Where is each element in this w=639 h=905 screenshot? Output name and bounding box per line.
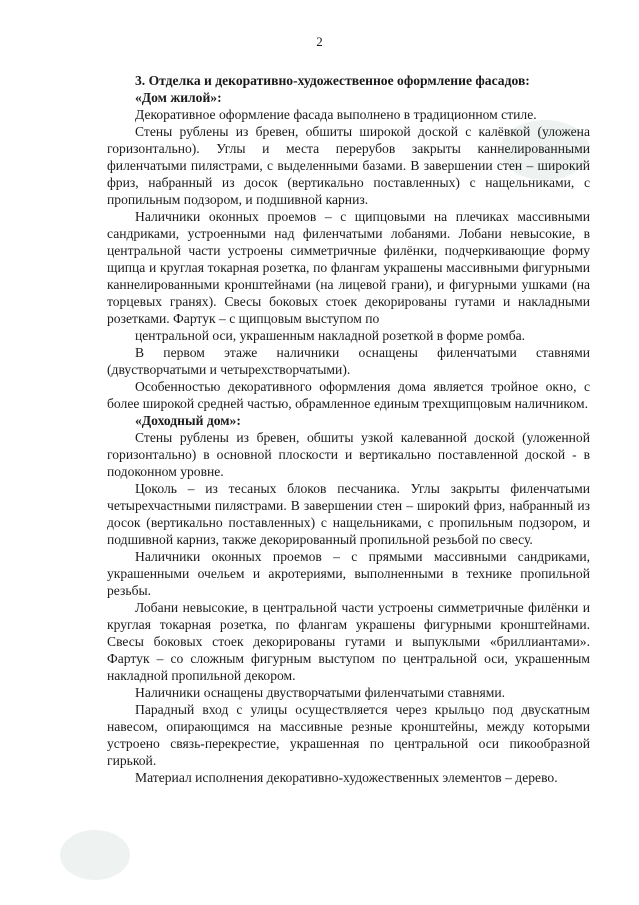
paragraph: центральной оси, украшенным накладной розеткой в форме ромба. (135, 328, 526, 343)
paragraph: Наличники оснащены двустворчатыми филенчатыми ставнями. (135, 685, 506, 700)
paragraph: Декоративное оформление фасада выполнено в традиционном стиле. (135, 107, 537, 122)
section-heading: 3. Отделка и декоративно-художественное оформление фасадов: (135, 73, 530, 88)
subheading-residential: «Дом жилой»: (135, 90, 222, 105)
paragraph: Цоколь – из тесаных блоков песчаника. Углы закрыты филенчатыми четырехчастными пилястрами. В завершении стен – широкий фриз, набранный из досок (вертикально поставленных) с нащельниками, с пропильным подзором, и подшивной карниз, также декорированный пропильной резьбой по свесу. (107, 481, 590, 547)
paragraph: Материал исполнения декоративно-художественных элементов – дерево. (135, 770, 558, 785)
paragraph: Наличники оконных проемов – с прямыми массивными сандриками, украшенными очельем и акротериями, выполненными в технике пропильной резьбы. (107, 549, 590, 598)
paragraph: Особенностью декоративного оформления дома является тройное окно, с более широкой средней частью, обрамленное единым трехщипцовым наличником. (107, 379, 590, 411)
page-number: 2 (316, 34, 323, 49)
paragraph: Наличники оконных проемов – с щипцовыми на плечиках массивными сандриками, устроенными над филенчатыми лобанями. Лобани невысокие, в центральной части устроены симметричные филёнки, подчеркивающие форму щипца и круглая токарная розетка, по флангам украшены массивными фигурными каннелированными кронштейнами (на лицевой грани), и фигурными ушками (на торцевых гранях). Свесы боковых стоек декорированы гутами и накладными розетками. Фартук – с щипцовым выступом по (107, 209, 590, 326)
paper-stain (60, 830, 130, 880)
paragraph: Лобани невысокие, в центральной части устроены симметричные филёнки и круглая токарная розетка, по флангам украшены фигурными кронштейнами. Свесы боковых стоек декорированы гутами и выпуклыми «бриллиантами». Фартук – со сложным фигурным выступом по центральной оси, украшенным накладной пропильной декором. (107, 600, 590, 683)
paragraph: Стены рублены из бревен, обшиты широкой доской с калёвкой (уложена горизонтально). Углы и места перерубов закрыты каннелированными филенчатыми пилястрами, с выделенными базами. В завершении стен – широкий фриз, набранный из досок (вертикально поставленных) с нащельниками, с пропильным подзором, и подшивной карниз. (107, 124, 590, 207)
paragraph: В первом этаже наличники оснащены филенчатыми ставнями (двустворчатыми и четырехстворчатыми). (107, 345, 590, 377)
paragraph: Стены рублены из бревен, обшиты узкой калеванной доской (уложенной горизонтально) в основной плоскости и вертикально поставленной доской - в подоконном уровне. (107, 430, 590, 479)
document-body (107, 72, 590, 786)
subheading-income-house: «Доходный дом»: (135, 413, 241, 428)
paragraph: Парадный вход с улицы осуществляется через крыльцо под двускатным навесом, опирающимся на массивные резные кронштейны, между которыми устроено связь-перекрестие, украшенная по центральной оси пикообразной гирькой. (107, 702, 590, 768)
